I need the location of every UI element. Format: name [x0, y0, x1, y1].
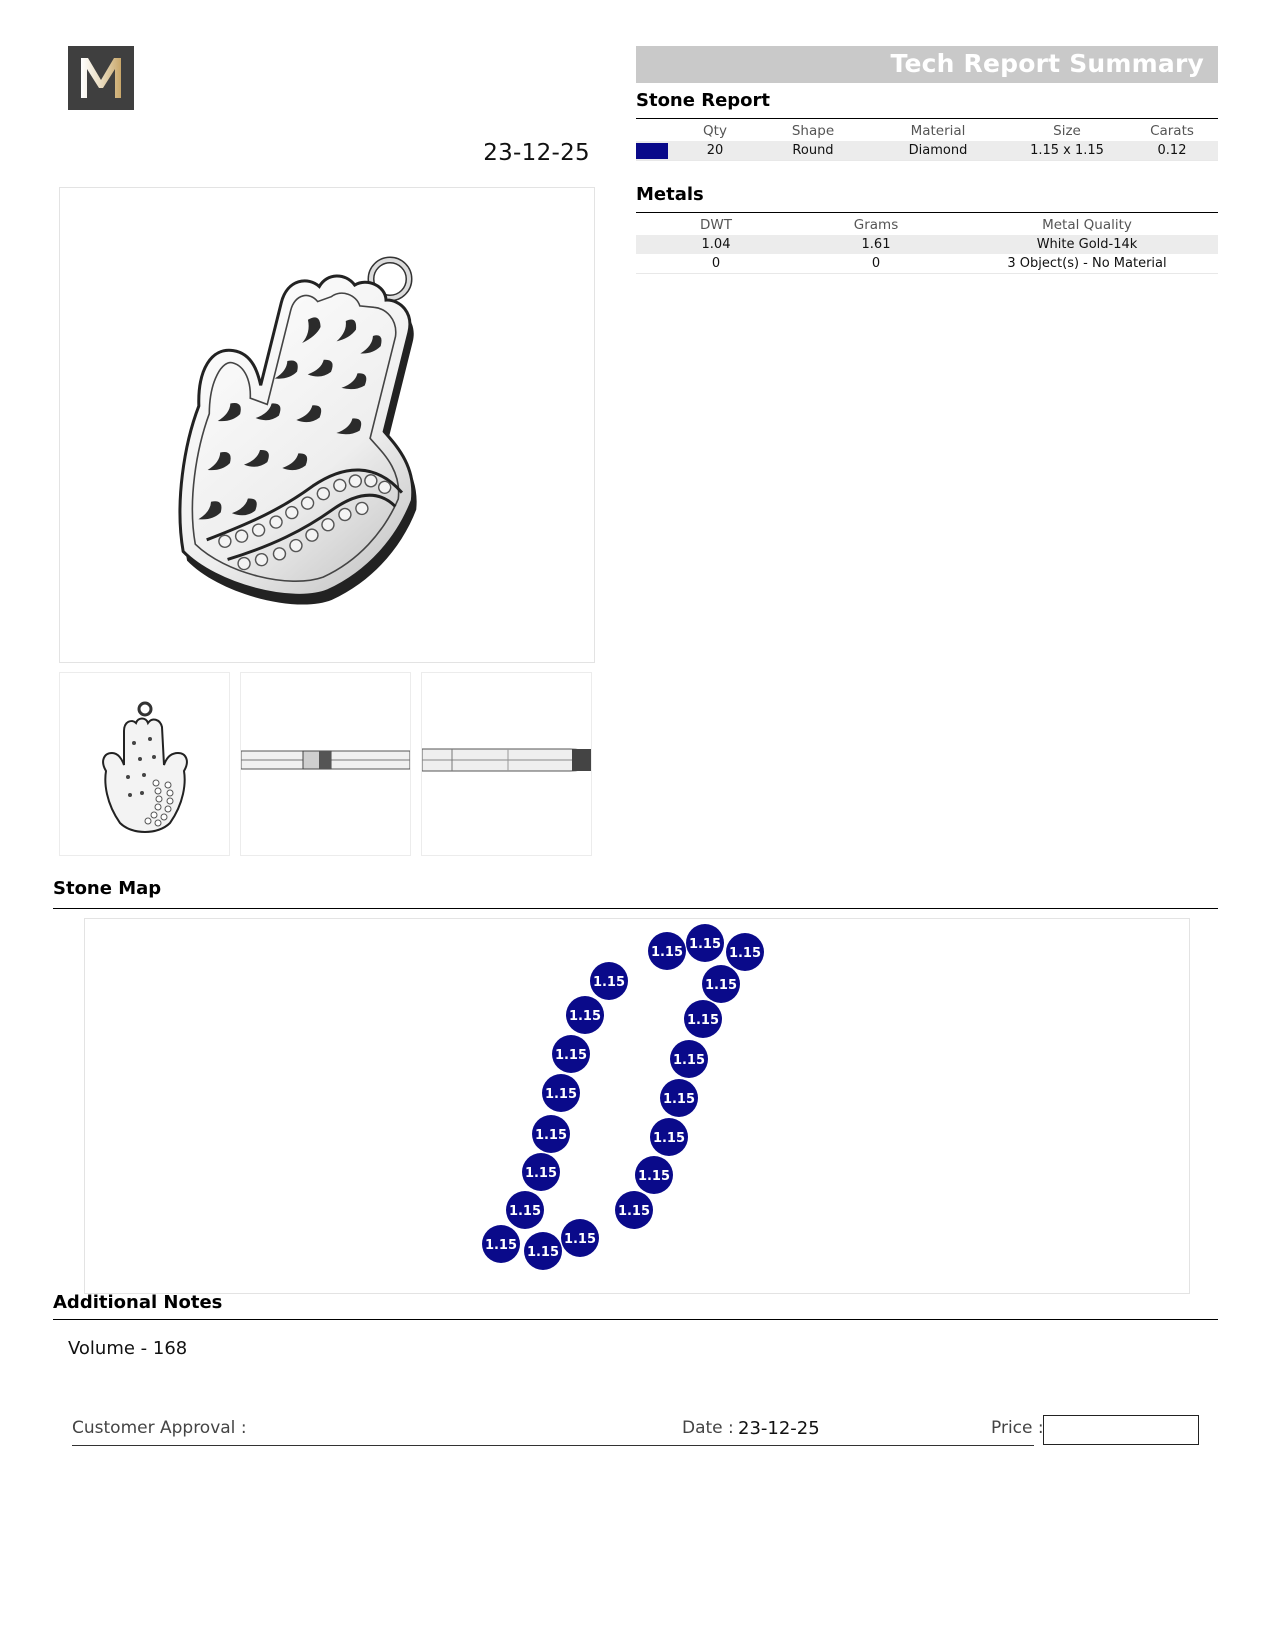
- stone-marker: [648, 932, 686, 970]
- cell-grams: 0: [796, 254, 956, 274]
- metals-rule: [636, 212, 1218, 213]
- stone-marker: [506, 1191, 544, 1229]
- cell-dwt: 0: [636, 254, 796, 274]
- stone-size-label: 1.15: [650, 945, 684, 960]
- cell-grams: 1.61: [796, 235, 956, 254]
- stone-size-label: 1.15: [672, 1053, 706, 1068]
- stone-report-rule: [636, 118, 1218, 119]
- hamsa-front-thumbnail: [60, 673, 229, 855]
- stone-marker: [684, 1000, 722, 1038]
- cell-quality: White Gold-14k: [956, 235, 1218, 254]
- table-row: [636, 254, 1218, 274]
- stone-marker: [542, 1074, 580, 1112]
- thumbnail-side-view[interactable]: [240, 672, 411, 856]
- notes-rule: [53, 1319, 1218, 1320]
- stone-color-swatch: [636, 143, 668, 159]
- cell-size: 1.15 x 1.15: [1008, 141, 1126, 161]
- stone-size-label: 1.15: [508, 1204, 542, 1219]
- report-title-bar: [636, 46, 1218, 83]
- stone-marker: [615, 1191, 653, 1229]
- stone-size-label: 1.15: [728, 946, 762, 961]
- pendant-top-thumbnail: [422, 673, 591, 855]
- stone-map-rule: [53, 908, 1218, 909]
- cell-shape: Round: [758, 141, 868, 161]
- col-size: Size: [1053, 123, 1081, 139]
- stone-marker: [726, 933, 764, 971]
- stone-marker: [482, 1225, 520, 1263]
- col-metal-quality: Metal Quality: [1042, 217, 1132, 233]
- cell-carats: 0.12: [1126, 141, 1218, 161]
- stone-size-label: 1.15: [563, 1232, 597, 1247]
- stone-marker: [686, 924, 724, 962]
- metals-header-row: [636, 215, 1218, 235]
- logo-m-icon: [68, 46, 134, 110]
- stone-size-label: 1.15: [652, 1131, 686, 1146]
- col-shape: Shape: [791, 123, 835, 139]
- price-label: Price :: [991, 1418, 1044, 1438]
- stone-report-header-row: [636, 121, 1218, 141]
- stone-size-label: 1.15: [534, 1128, 568, 1143]
- thumbnail-front-view[interactable]: [59, 672, 230, 856]
- col-carats: Carats: [1150, 123, 1194, 139]
- metals-heading: Metals: [636, 184, 704, 205]
- price-field[interactable]: [1043, 1415, 1199, 1445]
- col-qty: Qty: [703, 123, 727, 139]
- stone-size-label: 1.15: [688, 937, 722, 952]
- pendant-side-thumbnail: [241, 673, 410, 855]
- stone-marker: [660, 1079, 698, 1117]
- thumbnail-top-view[interactable]: [421, 672, 592, 856]
- stone-marker: [650, 1118, 688, 1156]
- report-date: 23-12-25: [483, 140, 590, 166]
- cell-quality: 3 Object(s) - No Material: [956, 254, 1218, 274]
- stone-size-label: 1.15: [592, 975, 626, 990]
- additional-notes-heading: Additional Notes: [53, 1292, 223, 1313]
- stone-marker: [566, 996, 604, 1034]
- cell-material: Diamond: [868, 141, 1008, 161]
- stone-report-heading: Stone Report: [636, 90, 771, 111]
- stone-size-label: 1.15: [568, 1009, 602, 1024]
- stone-size-label: 1.15: [704, 978, 738, 993]
- stone-map-diagram: [85, 919, 1189, 1293]
- metals-table: [636, 215, 1218, 274]
- stone-marker: [590, 962, 628, 1000]
- hamsa-pendant-image: [60, 188, 594, 662]
- stone-size-label: 1.15: [526, 1245, 560, 1260]
- stone-marker: [522, 1153, 560, 1191]
- stone-map-panel: [84, 918, 1190, 1294]
- stone-size-label: 1.15: [544, 1087, 578, 1102]
- report-title: Tech Report Summary: [890, 49, 1204, 78]
- col-material: Material: [910, 123, 966, 139]
- product-main-render: [59, 187, 595, 663]
- table-row: [636, 141, 1218, 161]
- cell-qty: 20: [672, 141, 758, 161]
- stone-marker: [670, 1040, 708, 1078]
- approval-date-value: 23-12-25: [738, 1418, 820, 1439]
- stone-report-table: [636, 121, 1218, 161]
- stone-size-label: 1.15: [484, 1238, 518, 1253]
- stone-marker: [561, 1219, 599, 1257]
- customer-approval-label: Customer Approval :: [72, 1418, 247, 1438]
- col-grams: Grams: [853, 217, 899, 233]
- stone-marker: [532, 1115, 570, 1153]
- cell-dwt: 1.04: [636, 235, 796, 254]
- notes-text: Volume - 168: [68, 1338, 188, 1359]
- stone-size-label: 1.15: [554, 1048, 588, 1063]
- col-dwt: DWT: [700, 217, 732, 233]
- stone-marker: [702, 965, 740, 1003]
- stone-size-label: 1.15: [524, 1166, 558, 1181]
- stone-size-label: 1.15: [637, 1169, 671, 1184]
- table-row: [636, 235, 1218, 254]
- approval-signature-line: [72, 1445, 1034, 1446]
- stone-map-heading: Stone Map: [53, 878, 162, 899]
- stone-size-label: 1.15: [617, 1204, 651, 1219]
- company-logo: [68, 46, 134, 110]
- stone-size-label: 1.15: [662, 1092, 696, 1107]
- stone-marker: [552, 1035, 590, 1073]
- stone-marker: [524, 1232, 562, 1270]
- stone-marker: [635, 1156, 673, 1194]
- stone-size-label: 1.15: [686, 1013, 720, 1028]
- approval-date-label: Date :: [682, 1418, 734, 1438]
